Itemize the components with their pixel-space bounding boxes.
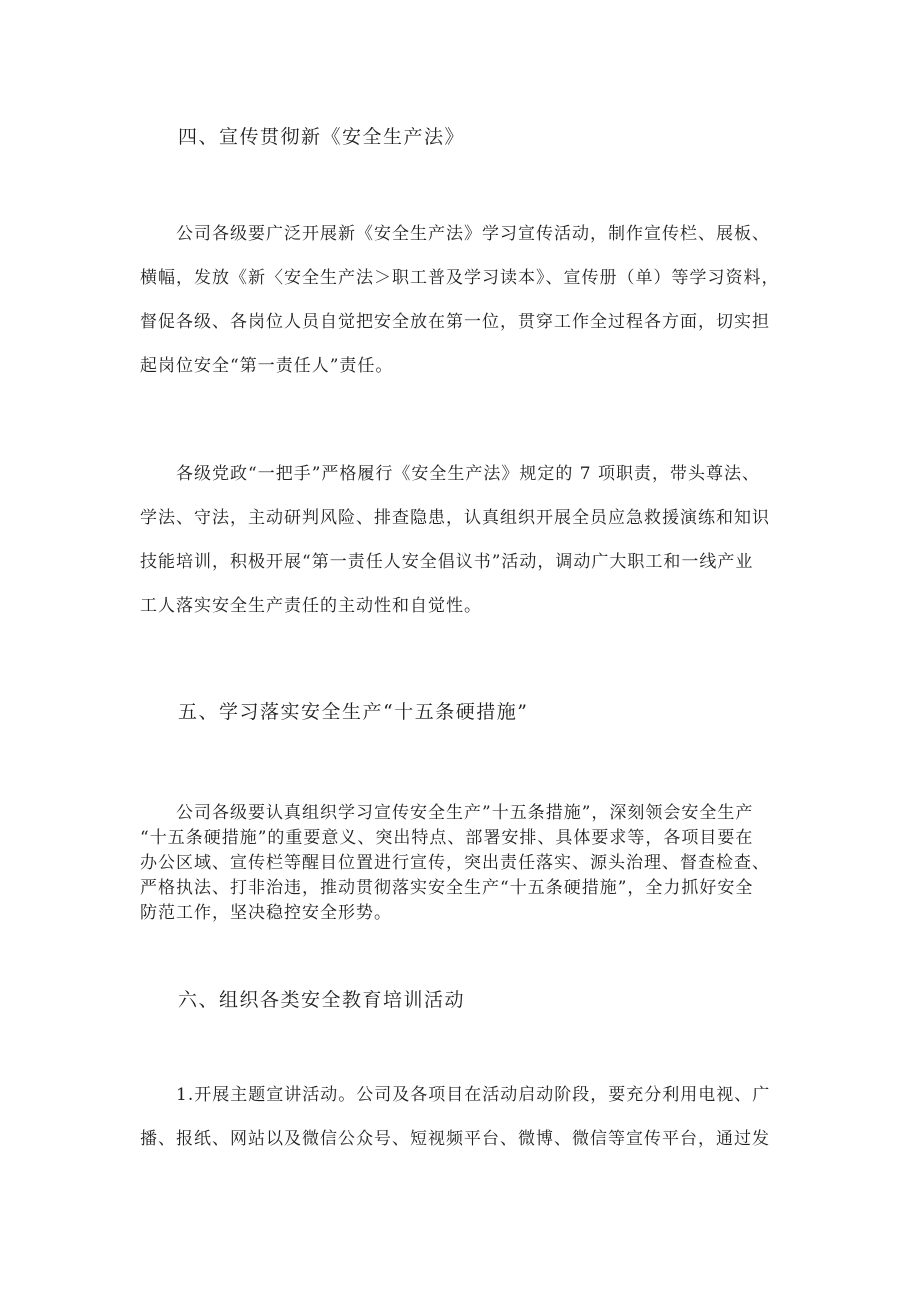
paragraph-2-line: 技能培训，积极开展“第一责任人安全倡议书”活动，调动广大职工和一线产业: [140, 552, 754, 572]
paragraph-3-line: 严格执法、打非治违，推动贯彻落实安全生产“十五条硬措施”，全力抓好安全: [140, 878, 754, 898]
paragraph-4-line: 播、报纸、网站以及微信公众号、短视频平台、微博、微信等宣传平台，通过发: [140, 1129, 770, 1149]
paragraph-2: [140, 459, 800, 616]
paragraph-3-line: 办公区域、宣传栏等醒目位置进行宣传，突出责任落实、源头治理、督查检查、: [140, 853, 770, 873]
paragraph-3-line: “十五条硬措施”的重要意义、突出特点、部署安排、具体要求等，各项目要在: [140, 828, 754, 848]
paragraph-1: [140, 219, 800, 376]
paragraph-1-line: 起岗位安全“第一责任人”责任。: [140, 356, 394, 376]
paragraph-1-line: 公司各级要广泛开展新《安全生产法》学习宣传活动，制作宣传栏、展板、: [176, 224, 770, 244]
section-4-heading: 四、宣传贯彻新《安全生产法》: [178, 126, 466, 148]
paragraph-3-line: 防范工作，坚决稳控安全形势。: [140, 903, 392, 923]
paragraph-1-line: 横幅，发放《新〈安全生产法＞职工普及学习读本》、宣传册（单）等学习资料，: [140, 268, 780, 288]
section-5-heading: 五、学习落实安全生产“十五条硬措施”: [178, 701, 529, 723]
paragraph-2-line: 工人落实安全生产责任的主动性和自觉性。: [140, 596, 482, 616]
paragraph-3: [140, 798, 800, 923]
paragraph-2-line: 学法、守法，主动研判风险、排查隐患，认真组织开展全员应急救援演练和知识: [140, 508, 770, 528]
paragraph-2-line: 各级党政“一把手”严格履行《安全生产法》规定的 7 项职责，带头尊法、: [176, 464, 761, 484]
paragraph-4-line: 1.开展主题宣讲活动。公司及各项目在活动启动阶段，要充分利用电视、广: [176, 1085, 771, 1105]
paragraph-3-line: 公司各级要认真组织学习宣传安全生产”十五条措施”，深刻领会安全生产: [176, 803, 754, 823]
paragraph-1-line: 督促各级、各岗位人员自觉把安全放在第一位，贯穿工作全过程各方面，切实担: [140, 312, 770, 332]
section-6-heading: 六、组织各类安全教育培训活动: [178, 989, 466, 1011]
paragraph-4: [140, 1080, 800, 1149]
